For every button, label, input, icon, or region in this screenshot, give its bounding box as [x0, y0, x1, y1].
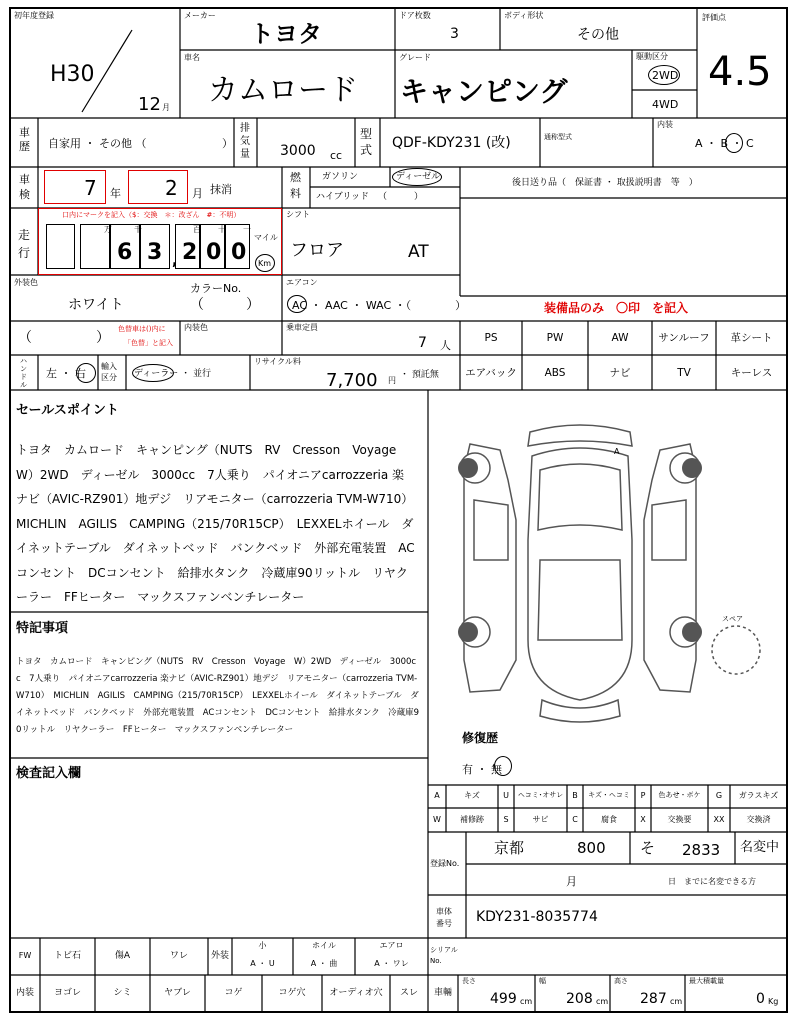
- legend-p-desc: 色あせ・ボケ: [658, 791, 701, 799]
- equip-tv: TV: [677, 367, 691, 379]
- unit-hyaku: 百: [193, 225, 201, 234]
- color-no-parens: （ ）: [190, 297, 260, 313]
- inspection-label: 車検: [19, 173, 30, 201]
- reg-area: 京都: [494, 839, 525, 857]
- first-reg-label: 初年度登録: [14, 11, 54, 20]
- fuel-diesel: ディーゼル: [396, 172, 441, 182]
- capacity-value: 7: [418, 335, 427, 351]
- mileage-note: 口内にマークを記入（$：交換 ＊：改ざん #：不明）: [62, 211, 241, 219]
- equip-airbag: エアバック: [465, 367, 517, 379]
- legend-w: W: [433, 815, 441, 824]
- interior-grades: A ・ B ・ C: [695, 137, 754, 150]
- bottom-aero-val: A ・ ワレ: [374, 959, 409, 968]
- load-unit: Kg: [768, 997, 779, 1006]
- bottom-audio-ana: オーディオ穴: [329, 988, 383, 998]
- chassis-label: 車体番号: [436, 907, 452, 928]
- interior-color-label: 内装色: [184, 323, 208, 332]
- shift-label: シフト: [286, 210, 310, 219]
- bottom-interior: 内装: [15, 988, 34, 998]
- displacement-unit: cc: [330, 149, 343, 162]
- cancelled-label: 抹消: [210, 183, 232, 196]
- paren-right: ）: [96, 330, 110, 346]
- color-note-2: 「色替」と記入: [124, 339, 173, 347]
- color-no-label: カラーNo.: [190, 282, 242, 295]
- legend-b: B: [572, 791, 578, 800]
- exterior-color: ホワイト: [68, 297, 124, 313]
- bottom-wheel: ホイル: [312, 941, 336, 950]
- repair-title: 修復歴: [462, 731, 499, 745]
- reg-day-note: 日 までに名変できる方: [668, 877, 756, 886]
- aircon-label: エアコン: [286, 278, 318, 287]
- chassis-value: KDY231-8035774: [476, 909, 598, 925]
- equip-navi: ナビ: [609, 367, 631, 379]
- handle-label: ハンドル: [20, 357, 27, 389]
- shift-value: フロア: [290, 240, 344, 261]
- docs-title: 後日送り品（ 保証書 ・ 取扱説明書 等 ）: [512, 178, 698, 188]
- capacity-label: 乗車定員: [286, 323, 318, 332]
- history-value: 自家用 ・ その他 （: [48, 137, 147, 150]
- recycle-yen: 円: [388, 376, 396, 385]
- bottom-yabure: ヤブレ: [164, 988, 191, 998]
- equip-ps: PS: [484, 332, 498, 344]
- legend-x: X: [640, 815, 646, 824]
- equip-title: 装備品のみ 〇印 を記入: [544, 301, 689, 315]
- bottom-yogore: ヨゴレ: [53, 988, 81, 998]
- legend-a: A: [434, 791, 440, 800]
- bottom-exterior: 外装: [210, 951, 229, 961]
- length-value: 499: [490, 991, 517, 1007]
- maker-value: トヨタ: [250, 20, 322, 48]
- sales-title: セールスポイント: [16, 403, 119, 418]
- inspection-notes-title: 検査記入欄: [16, 766, 82, 781]
- body-value: その他: [577, 27, 619, 43]
- import-label: 輸入区分: [101, 362, 117, 382]
- doors-value: 3: [450, 26, 459, 42]
- digit-6: 6: [117, 240, 133, 265]
- interior-label: 内装: [657, 120, 673, 129]
- repair-options: 有 ・ 無: [462, 763, 502, 776]
- digit-3: 3: [147, 240, 163, 265]
- fuel-gasoline: ガソリン: [322, 172, 359, 182]
- legend-xx-desc: 交換済: [746, 815, 771, 824]
- load-label: 最大積載量: [689, 977, 724, 985]
- reg-number: 2833: [682, 841, 721, 859]
- mileage-mile: マイル: [254, 233, 278, 242]
- digit-2: 2: [182, 240, 198, 265]
- paren-left: （: [18, 330, 32, 346]
- legend-u: U: [503, 791, 509, 800]
- bottom-wheel-val: A ・ 曲: [310, 959, 338, 968]
- capacity-unit: 人: [440, 339, 451, 352]
- color-note-1: 色替車は()内に: [118, 325, 166, 333]
- bottom-serial-label: シリアルNo.: [430, 946, 458, 965]
- fuel-hybrid: ハイブリッド: [316, 192, 370, 202]
- unit-sen: 千: [134, 225, 142, 234]
- bottom-ware: ワレ: [169, 951, 188, 961]
- shift-type: AT: [408, 242, 429, 262]
- drive-4wd: 4WD: [652, 98, 679, 111]
- equip-keyless: キーレス: [730, 367, 773, 379]
- bottom-sure: スレ: [399, 988, 418, 998]
- grade-label: グレード: [399, 53, 431, 62]
- equip-pw: PW: [546, 332, 564, 344]
- length-unit: cm: [520, 997, 533, 1006]
- car-name-label: 車名: [184, 53, 200, 62]
- first-reg-month: 12: [138, 94, 161, 115]
- legend-xx: XX: [713, 815, 725, 824]
- insp-month: 2: [165, 176, 178, 200]
- width-label: 幅: [539, 977, 546, 985]
- grade-value: キャンピング: [400, 75, 568, 108]
- recycle-deposit: ・ 預託無: [400, 370, 439, 380]
- length-label: 長さ: [462, 977, 476, 985]
- history-label: 車歴: [19, 126, 30, 153]
- bottom-aero: エアロ: [379, 941, 404, 950]
- mileage-comma: ,: [172, 253, 178, 269]
- bottom-koge: コゲ: [224, 988, 243, 998]
- maker-label: メーカー: [184, 11, 216, 20]
- equip-aw: AW: [611, 332, 629, 344]
- equip-leather: 革シート: [730, 332, 773, 344]
- legend-u-desc: ヘコミ･オサレ: [517, 791, 564, 799]
- bottom-damage-a: 傷A: [114, 951, 131, 961]
- score-label: 評価点: [702, 13, 726, 22]
- drive-2wd: 2WD: [652, 69, 679, 82]
- legend-g-desc: ガラスキズ: [738, 791, 779, 800]
- reg-month-unit: 月: [566, 875, 577, 888]
- common-model-label: 通称型式: [544, 133, 572, 141]
- height-label: 高さ: [614, 977, 628, 985]
- legend-s-desc: サビ: [532, 815, 549, 824]
- legend-a-desc: キズ: [464, 791, 480, 800]
- exterior-color-label: 外装色: [14, 278, 38, 287]
- repair-none-circle: [494, 756, 512, 776]
- model-value: QDF-KDY231 (改): [392, 135, 511, 151]
- legend-p: P: [640, 791, 646, 800]
- legend-s: S: [503, 815, 509, 824]
- width-value: 208: [566, 991, 593, 1007]
- reg-kana: そ: [640, 839, 656, 857]
- unit-man: 万: [104, 225, 112, 234]
- first-reg-month-unit: 月: [162, 103, 170, 112]
- digit-0a: 0: [206, 240, 222, 265]
- first-reg-year: H30: [50, 62, 95, 87]
- legend-x-desc: 交換要: [667, 815, 692, 824]
- unit-ichi: 一: [243, 225, 251, 234]
- sales-text: トヨタ カムロード キャンピング（NUTS RV Cresson Voyage W）2WD ディーゼル 3000cc 7人乗り パイオニアcarrozzeria 楽ナビ（AVIC-RZ901）地デジ リアモニター（carrozzeria TVM-W710） MICHLIN AGILIS CAMPING（215/70R15CP） LEXXELホイール ダイネットテーブル ダイネットベッド バンクベッド 外部充電装置 ACコンセント DCコンセント 給排水タンク 冷蔵庫90リットル リヤクーラー FFヒーター マックスファンベンチレーター: [16, 443, 420, 604]
- width-unit: cm: [596, 997, 609, 1006]
- special-title: 特記事項: [16, 621, 69, 636]
- height-unit: cm: [670, 997, 683, 1006]
- spare-tire-label: スペア: [722, 615, 743, 623]
- insp-year-unit: 年: [110, 187, 121, 200]
- recycle-value: 7,700: [326, 370, 378, 391]
- height-value: 287: [640, 991, 667, 1007]
- body-label: ボディ形状: [504, 11, 544, 20]
- legend-c-desc: 腐食: [601, 815, 617, 824]
- fuel-hybrid-paren: （ ）: [378, 192, 424, 202]
- mileage-km: Km: [258, 259, 272, 268]
- displacement-value: 3000: [280, 143, 316, 159]
- car-name-value: カムロード: [208, 73, 358, 108]
- load-value: 0: [756, 991, 765, 1007]
- legend-c: C: [572, 815, 578, 824]
- fuel-label: 燃料: [290, 171, 301, 200]
- aircon-value: AC ・ AAC ・ WAC ・（ ）: [292, 299, 467, 312]
- bottom-dims-label: 車輛: [433, 988, 452, 998]
- bottom-small-val: A ・ U: [250, 959, 275, 968]
- legend-g: G: [715, 791, 723, 800]
- reg-class: 800: [577, 839, 606, 857]
- score-value: 4.5: [708, 49, 772, 95]
- damage-mark-a: A: [614, 447, 620, 456]
- import-value: ディーラー ・ 並行: [134, 369, 212, 379]
- model-label: 型式: [360, 127, 373, 157]
- bottom-koge-ana: コゲ穴: [278, 988, 306, 998]
- drive-label: 駆動区分: [636, 52, 668, 61]
- digit-0b: 0: [231, 240, 247, 265]
- insp-year: 7: [84, 176, 97, 200]
- unit-juu: 十: [218, 225, 226, 234]
- mileage-label: 走行: [18, 228, 31, 260]
- displacement-label: 排気量: [240, 123, 250, 160]
- recycle-label: リサイクル料: [254, 357, 301, 366]
- insp-month-unit: 月: [192, 187, 203, 200]
- equip-sunroof: サンルーフ: [658, 332, 710, 344]
- doors-label: ドア枚数: [399, 11, 431, 20]
- bottom-small: 小: [258, 941, 267, 950]
- legend-b-desc: キズ・ヘコミ: [588, 791, 630, 799]
- bottom-stone: トビ石: [53, 951, 81, 961]
- handle-value: 左 ・ 右: [46, 367, 86, 380]
- registration-label: 登録No.: [430, 859, 460, 868]
- history-close: ）: [222, 137, 233, 150]
- bottom-shimi: シミ: [113, 988, 132, 998]
- special-text: トヨタ カムロード キャンピング（NUTS RV Cresson Voyage W）2WD ディーゼル 3000cc 7人乗り パイオニアcarrozzeria 楽ナビ（AVIC-RZ901）地デジ リアモニター（carrozzeria TVM-W710） MICHLIN AGILIS CAMPING（215/70R15CP） LEXXELホイール ダイネットテーブル ダイネットベッド バンクベッド 外部充電装置 ACコンセント DCコンセント 給排水タンク 冷蔵庫90リットル リヤクーラー FFヒーター マックスファンベンチレーター: [16, 657, 420, 735]
- equip-abs: ABS: [544, 367, 566, 379]
- legend-w-desc: 補修跡: [460, 815, 484, 824]
- reg-name-change: 名変中: [740, 840, 780, 855]
- bottom-fw: FW: [18, 951, 32, 960]
